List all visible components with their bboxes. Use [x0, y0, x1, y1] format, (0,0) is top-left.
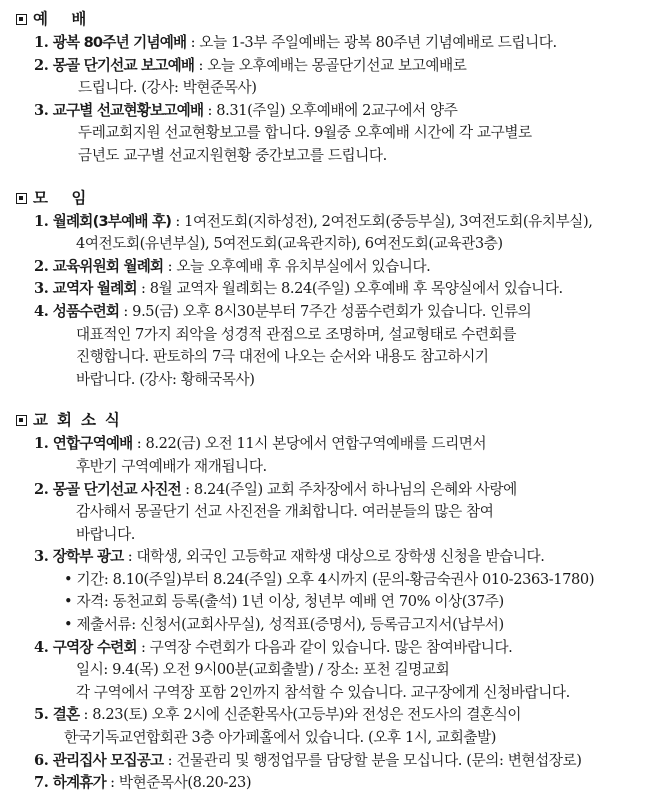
news-item-5: 5. 결혼 : 8.23(토) 오후 2시에 신준환목사(고등부)와 전성은 전도사의 결혼식이 한국기독교연합회관 3층 아가페홀에서 있습니다. (오후 1시, 교회출발)	[34, 706, 522, 747]
worship-item-2: 2. 몽골 단기선교 보고예배 : 오늘 오후예배는 몽골단기선교 보고예배로 드립니다. (강사: 박현준목사)	[34, 56, 467, 97]
meeting-item-1: 1. 월례회(3부예배 후) : 1여전도회(지하성전), 2여전도회(중등부실), 3여전도회(유치부실), 4여전도회(유년부실), 5여전도회(교육관지하), 6여전도회(교육관3층)	[34, 212, 593, 253]
news-item-6: 6. 관리집사 모집공고 : 건물관리 및 행정업무를 담당할 분을 모십니다. (문의: 변현섭장로)	[34, 751, 582, 769]
meeting-item-4: 4. 성품수련회 : 9.5(금) 오후 8시30분부터 7주간 성품수련회가 있습니다. 인류의 대표적인 7가지 죄악을 성경적 관점으로 조명하며, 설교형태로 수련회를 진행합니다. 판토하의 7극 대전에 나오는 순서와 내용도 참고하시기 바랍니다. (강사: 황해국목사)	[34, 302, 532, 388]
square-bullet-icon	[16, 14, 27, 25]
worship-item-3: 3. 교구별 선교현황보고예배 : 8.31(주일) 오후예배에 2교구에서 양주 두레교회지원 선교현황보고를 합니다. 9월중 오후예배 시간에 각 교구별로 금년도 교구별 선교지원현황 중간보고를 드립니다.	[34, 101, 532, 164]
news-item-4: 4. 구역장 수련회 : 구역장 수련회가 다음과 같이 있습니다. 많은 참여바랍니다. 일시: 9.4(목) 오전 9시00분(교회출발) / 장소: 포천 길명교회 각 구역에서 구역장 포함 2인까지 참석할 수 있습니다. 교구장에게 신청바랍니다.	[34, 638, 570, 701]
square-bullet-icon	[16, 415, 27, 426]
news-heading: 교회소식	[16, 407, 622, 433]
news-item-3: 3. 장학부 광고 : 대학생, 외국인 고등학교 재학생 대상으로 장학생 신청을 받습니다. • 기간: 8.10(주일)부터 8.24(주일) 오후 4시까지 (문의-황금숙권사 010-2363-1780) • 자격: 동천교회 등록(출석) 1년 이상, 청년부 예배 연 70% 이상(37주) • 제출서류: 신청서(교회사무실), 성적표(증명서), 등록금고지서(납부서)	[34, 548, 595, 634]
worship-section	[34, 6, 640, 168]
meetings-heading: 모 임	[16, 185, 622, 211]
worship-heading: 예 배	[16, 6, 622, 32]
news-section	[34, 407, 640, 795]
news-item-7: 7. 하계휴가 : 박현준목사(8.20-23)	[34, 774, 252, 792]
meetings-section	[34, 185, 640, 392]
news-item-2: 2. 몽골 단기선교 사진전 : 8.24(주일) 교회 주차장에서 하나님의 은혜와 사랑에 감사해서 몽골단기 선교 사진전을 개최합니다. 여러분들의 많은 참여 바랍니다.	[34, 480, 517, 543]
meeting-item-3: 3. 교역자 월례회 : 8월 교역자 월례회는 8.24(주일) 오후예배 후 목양실에서 있습니다.	[34, 280, 563, 298]
square-bullet-icon	[16, 193, 27, 204]
worship-item-1: 1. 광복 80주년 기념예배 : 오늘 1-3부 주일예배는 광복 80주년 기념예배로 드립니다.	[34, 34, 557, 51]
meeting-item-2: 2. 교육위원회 월례회 : 오늘 오후예배 후 유치부실에서 있습니다.	[34, 257, 431, 275]
news-item-1: 1. 연합구역예배 : 8.22(금) 오전 11시 본당에서 연합구역예배를 드리면서 후반기 구역예배가 재개됩니다.	[34, 435, 487, 475]
